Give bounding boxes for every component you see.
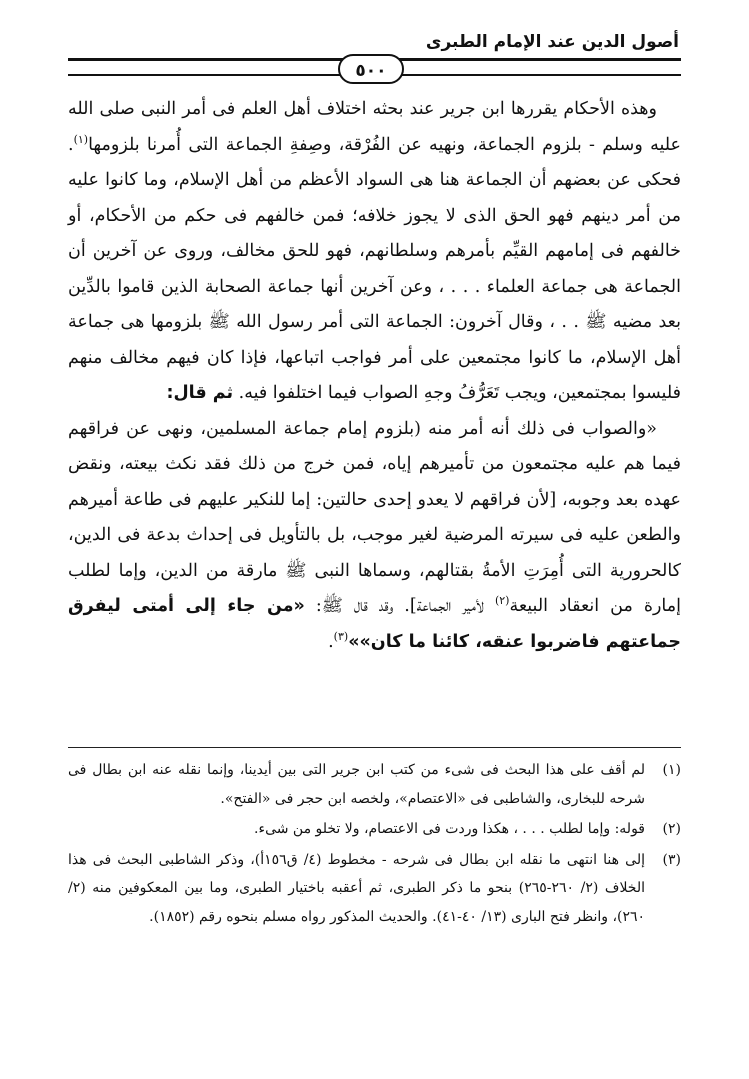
paragraph-1 <box>68 92 681 412</box>
paragraph-1-bold: ثم قال: <box>166 383 234 403</box>
main-text <box>68 92 681 660</box>
footnote-text: قوله: وإما لطلب . . . ، هكذا وردت فى الاعتصام، ولا تخلو من شىء. <box>254 821 645 837</box>
footnote-ref-1: (١) <box>73 132 89 146</box>
paragraph-2-end: . <box>328 631 334 652</box>
footnote-3 <box>68 846 681 932</box>
paragraph-2-continued: لأمير الجماعة]. وقد قال ﷺ: <box>304 596 495 616</box>
paragraph-2 <box>68 412 681 661</box>
paragraph-1-continued: . فحكى عن بعضهم أن الجماعة هنا هى السواد الأعظم من أهل الإسلام، وما كانوا عليه من أمر دينهم فهو الحق الذى لا يجوز خلافه؛ فمن خالفهم فى حكم من الأحكام، أو خالفهم فى إمامهم القيِّم بأمرهم وسلطانهم، فهو للحق مخالف، وروى عن آخرين أن الجماعة هى جماعة العلماء . . . ، وعن آخرين أنها جماعة الصحابة الذين قاموا بالدِّين بعد مضيه ﷺ . . ، وقال آخرون: الجماعة التى أمر رسول الله ﷺ بلزومها هى جماعة أهل الإسلام، ما كانوا مجتمعين على أمر فواجب اتباعها، فإذا كان فيهم مخالف منهم فليسوا بمجتمعين، ويجب تَعَرُّفُ وجهِ الصواب فيما اختلفوا فيه. <box>68 134 681 403</box>
footnote-text: لم أقف على هذا البحث فى شىء من كتب ابن جرير التى بين أيدينا، وإنما نقله عنه ابن بطال فى شرحه للبخارى، والشاطبى فى «الاعتصام»، ولخصه ابن حجر فى «الفتح». <box>68 762 645 807</box>
hadith-quote: «من جاء إلى أمتى ليفرق جماعتهم فاضربوا عنقه، كائنا ما كان»» <box>68 596 681 652</box>
footnote-number: (٢) <box>662 821 681 837</box>
running-title: أصول الدين عند الإمام الطبرى <box>425 32 679 52</box>
footnote-2 <box>68 815 681 844</box>
footnote-text: إلى هنا انتهى ما نقله ابن بطال فى شرحه - مخطوط (٤/ ق١٥٦أ)، وذكر الشاطبى البحث فى هذا الخلاف (٢/ ٢٦٠-٢٦٥) بنحو ما ذكر الطبرى، ثم أعقبه باختيار الطبرى، وما بين المعكوفين منه (٢/ ٢٦٠)، وانظر فتح البارى (١٣/ ٤٠-٤١). والحديث المذكور رواه مسلم بنحوه رقم (١٨٥٢). <box>68 851 645 925</box>
footnotes <box>68 756 681 933</box>
page-number: ٥٠٠ <box>338 54 404 84</box>
paragraph-2-text: «والصواب فى ذلك أنه أمر منه (بلزوم إمام جماعة المسلمين، ونهى عن فراقهم فيما هم عليه مجتمعون من تأميرهم إياه، فمن خرج من ذلك فقد نكث بيعته، ونقض عهده بعد وجوبه، [لأن فراقهم لا يعدو إحدى حالتين: إما للنكير عليهم فى طاعة أميرهم والطعن عليه فى سيرته المرضية لغير موجب، بل بالتأويل فى إحداث بدعة فى الدين، كالحرورية التى أُمِرَتِ الأمةُ بقتالهم، وسماها النبى ﷺ مارقة من الدين، وإما لطلب إمارة من انعقاد البيعة <box>68 418 682 616</box>
footnote-1 <box>68 756 681 813</box>
footnote-divider <box>68 747 681 748</box>
paragraph-1-text: وهذه الأحكام يقررها ابن جرير عند بحثه اختلاف أهل العلم فى أمر النبى صلى الله عليه وسلم - بلزوم الجماعة، ونهيه عن الفُرْقة، وصِفةِ الجماعة التى أُمرنا بلزومها <box>68 99 681 155</box>
footnote-number: (١) <box>662 762 681 778</box>
footnote-ref-3: (٣) <box>333 629 349 643</box>
footnote-ref-2: (٢) <box>494 594 510 608</box>
footnote-number: (٣) <box>662 851 681 868</box>
